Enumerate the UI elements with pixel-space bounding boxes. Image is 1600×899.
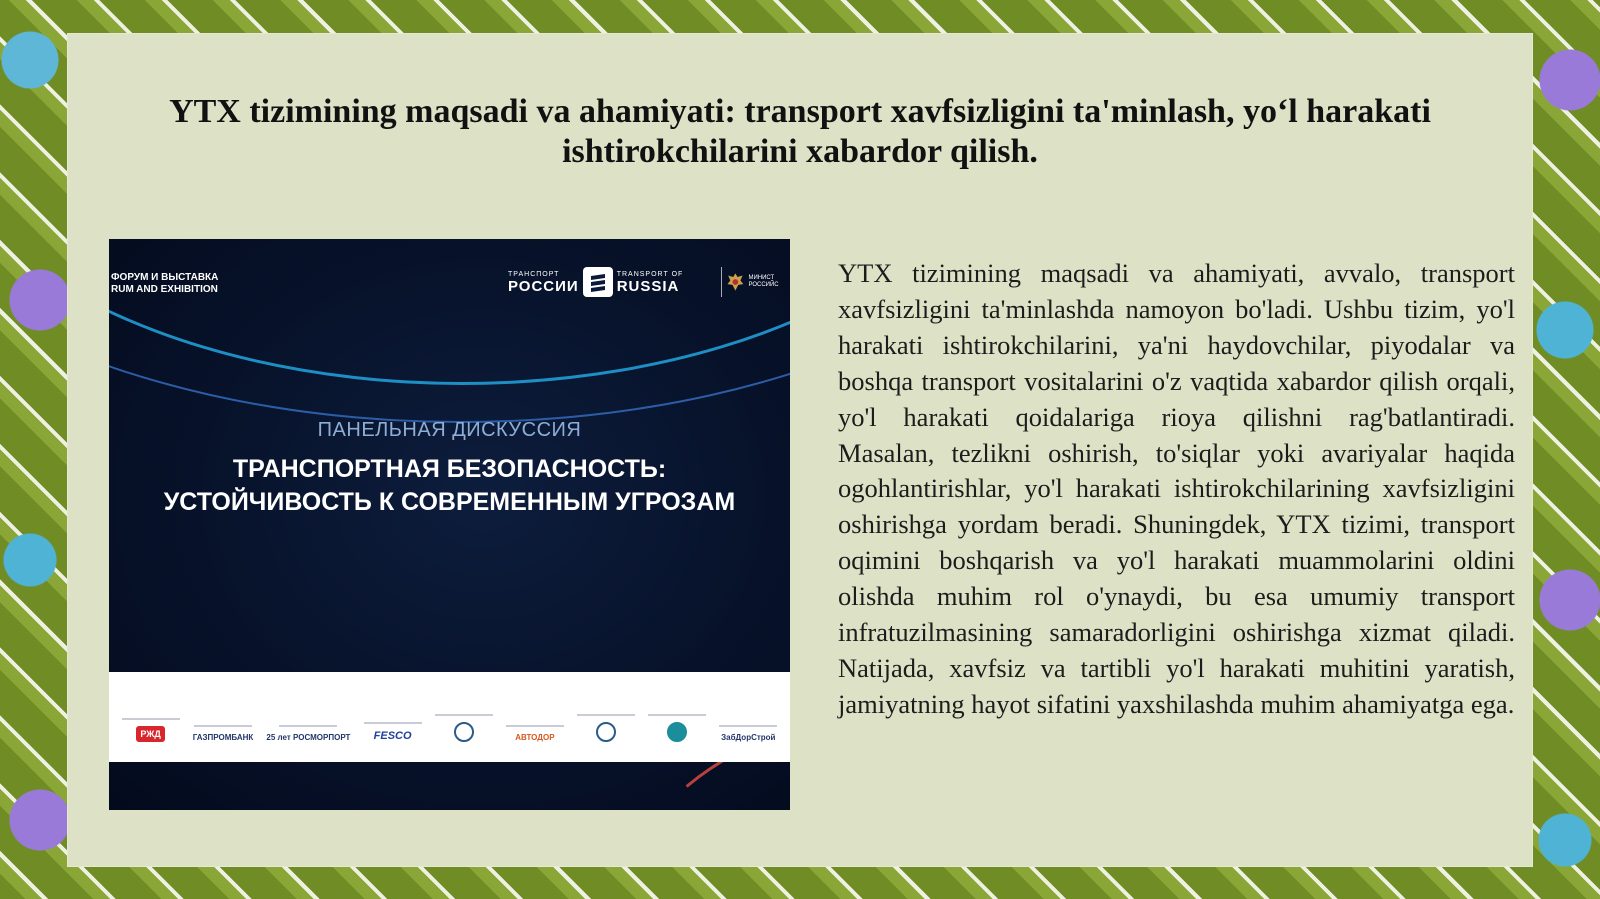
partners-strip	[109, 672, 790, 762]
zabdorstroy-logo: ЗабДорСтрой	[721, 733, 776, 742]
rosmorport-logo: 25 лет РОСМОРПОРТ	[266, 733, 351, 742]
logo-right-text	[617, 270, 684, 295]
caption-line	[194, 725, 252, 727]
logo-big-right: RUSSIA	[616, 277, 680, 295]
partner-gazprombank	[193, 692, 254, 742]
ministry-text: МИНИСТ РОССИЙС	[748, 275, 779, 288]
gazprombank-logo: ГАЗПРОМБАНК	[192, 733, 254, 742]
forum-caption	[111, 272, 218, 296]
slide-body-text: YTX tizimining maqsadi va ahamiyati, avvalo, transport xavfsizligini ta'minlashda namoyon bo'ladi. Ushbu tizim, yo'l harakati ishtirokchilarini, ya'ni haydovchilar, piyodalar va boshqa transport vositalarini o'z vaqtida xabardor qilish orqali, yo'l harakati qoidalariga rioya qilishni rag'batlantiradi. Masalan, tezlikni oshirish, to'siqlar yoki avariyalar haqida ogohlantirishlar, yo'l harakati ishtirokchilarining xavfsizligini oshirishga yordam beradi. Shuningdek, YTX tizimi, transport oqimini boshqarish va yo'l harakati muammolarini oldini olishda muhim rol o'ynaydi, bu esa umumiy transport infratuzilmasining samaradorligini oshirishga xizmat qiladi. Natijada, xavfsiz va tartibli yo'l harakati muhitini yaratish, jamiyatning hayot sifatini yaxshilashda muhim ahamiyatga ega.	[838, 258, 1515, 719]
partner-star	[648, 692, 706, 742]
eagle-emblem-icon	[726, 267, 745, 297]
star-roundel-icon	[667, 722, 687, 742]
slide-title: YTX tizimining maqsadi va ahamiyati: transport xavfsizligini ta'minlash, yo‘l harakati ishtirokchilarini xabardor qilish.	[169, 93, 1431, 170]
seal-icon	[596, 722, 616, 742]
headline-line-1: ТРАНСПОРТНАЯ БЕЗОПАСНОСТЬ:	[232, 455, 667, 483]
roundel-icon	[454, 722, 474, 742]
logo-small-right: TRANSPORT OF	[616, 270, 684, 278]
avtodor-logo: АВТОДОР	[515, 733, 555, 742]
ministry-emblem	[721, 267, 790, 297]
divider	[721, 267, 722, 297]
forum-line-1: ФОРУМ И ВЫСТАВКА	[111, 272, 219, 283]
caption-line	[577, 714, 635, 716]
logo-mark-icon	[583, 267, 613, 297]
partner-rosmorport	[266, 692, 350, 742]
headline-line-2: УСТОЙЧИВОСТЬ К СОВРЕМЕННЫМ УГРОЗАМ	[163, 488, 736, 516]
forum-line-2: RUM AND EXHIBITION	[111, 284, 218, 295]
photo-headline	[109, 453, 790, 519]
decor-arc	[109, 239, 790, 423]
panel-discussion-label: ПАНЕЛЬНАЯ ДИСКУССИЯ	[317, 419, 582, 441]
caption-line	[506, 725, 564, 727]
logo-left-text	[508, 270, 579, 295]
rzd-logo: РЖД	[136, 726, 164, 742]
partner-seal	[577, 692, 635, 742]
fesco-logo: FESCO	[373, 730, 412, 742]
caption-line	[719, 725, 777, 727]
partner-rzd	[122, 692, 180, 742]
caption-line	[279, 725, 337, 727]
caption-line	[122, 718, 180, 720]
event-photo	[109, 239, 790, 810]
transport-of-russia-logo	[508, 267, 683, 297]
logo-small-left: ТРАНСПОРТ	[508, 270, 560, 278]
partner-emblem	[435, 692, 493, 742]
caption-line	[648, 714, 706, 716]
partner-avtodor	[506, 692, 564, 742]
logo-big-left: РОССИИ	[508, 277, 579, 295]
caption-line	[364, 722, 422, 724]
caption-line	[435, 714, 493, 716]
partner-fesco	[364, 692, 422, 742]
partner-zabdorstroy	[719, 692, 777, 742]
